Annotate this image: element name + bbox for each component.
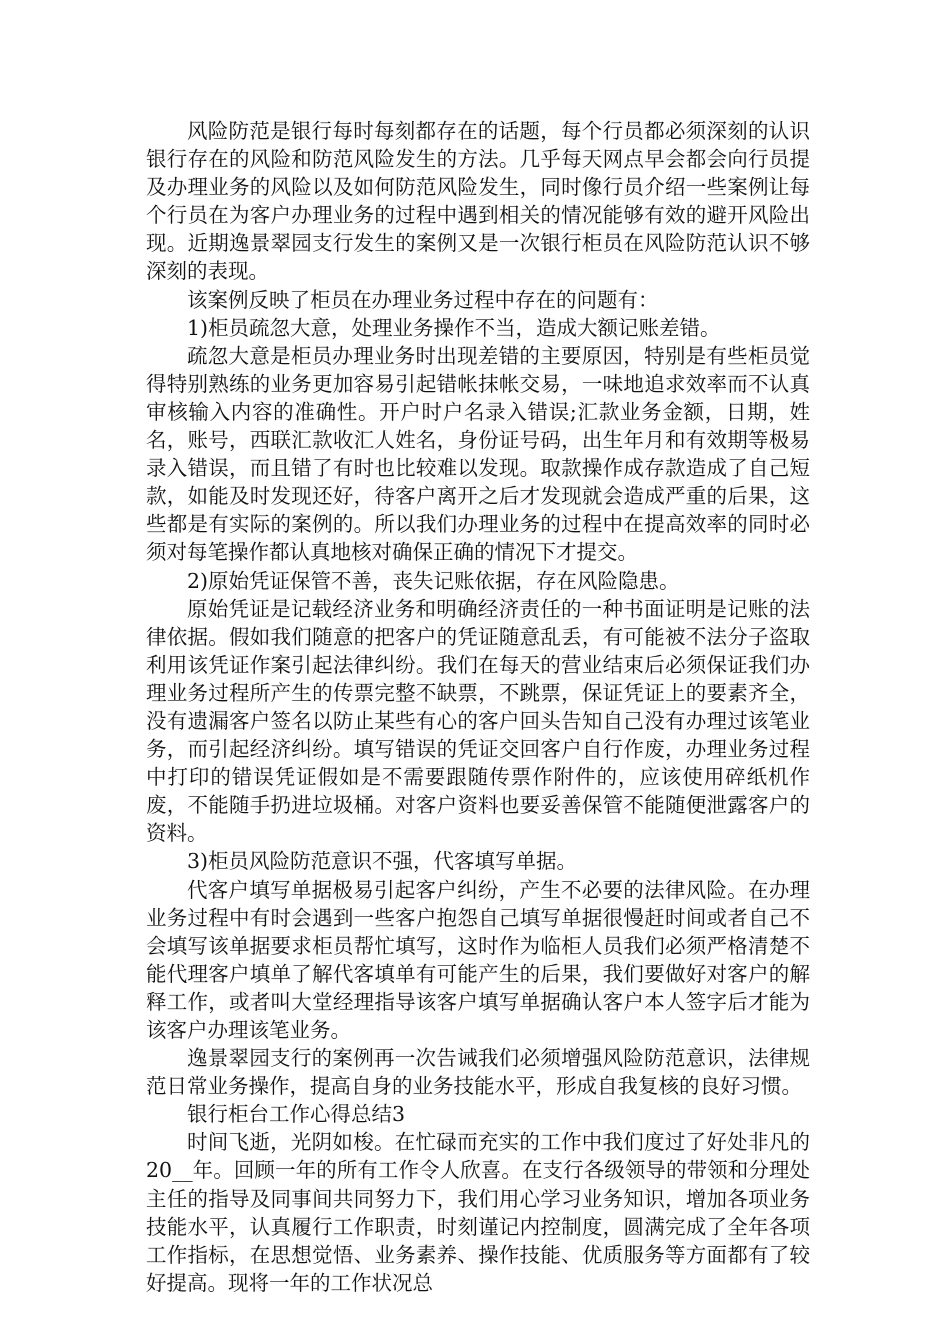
paragraph-item-3-body: 代客户填写单据极易引起客户纠纷，产生不必要的法律风险。在办理业务过程中有时会遇到一些客户抱怨自己填写单据很慢赶时间或者自己不会填写该单据要求柜员帮忙填写，这时作为临柜人员我们必须严格清楚不能代理客户填单了解代客填单有可能产生的后果，我们要做好对客户的解释工作，或者叫大堂经理指导该客户填写单据确认客户本人签字后才能为该客户办理该笔业务。 [146,877,810,1042]
paragraph-problems-lead: 该案例反映了柜员在办理业务过程中存在的问题有： [187,287,659,312]
paragraph-item-3-heading: 3)柜员风险防范意识不强，代客填写单据。 [187,849,578,874]
paragraph-item-2-body: 原始凭证是记载经济业务和明确经济责任的一种书面证明是记账的法律依据。假如我们随意的把客户的凭证随意乱丢，有可能被不法分子盗取利用该凭证作案引起法律纠纷。我们在每天的营业结束后必须保证我们办理业务过程所产生的传票完整不缺票，不跳票，保证凭证上的要素齐全，没有遗漏客户签名以防止某些有心的客户回头告知自己没有办理过该笔业务，而引起经济纠纷。填写错误的凭证交回客户自行作废，办理业务过程中打印的错误凭证假如是不需要跟随传票作附件的，应该使用碎纸机作废，不能随手扔进垃圾桶。对客户资料也要妥善保管不能随便泄露客户的资料。 [146,596,810,846]
document-body [146,117,810,1297]
section-heading: 银行柜台工作心得总结3 [187,1102,406,1127]
paragraph-item-1-body: 疏忽大意是柜员办理业务时出现差错的主要原因，特别是有些柜员觉得特别熟练的业务更加容易引起错帐抹帐交易，一味地追求效率而不认真审核输入内容的准确性。开户时户名录入错误;汇款业务金额，日期，姓名，账号，西联汇款收汇人姓名，身份证号码，出生年月和有效期等极易录入错误，而且错了有时也比较难以发现。取款操作成存款造成了自己短款，如能及时发现还好，待客户离开之后才发现就会造成严重的后果，这些都是有实际的案例的。所以我们办理业务的过程中在提高效率的同时必须对每笔操作都认真地核对确保正确的情况下才提交。 [146,343,810,565]
paragraph-conclusion: 逸景翠园支行的案例再一次告诫我们必须增强风险防范意识，法律规范日常业务操作，提高自身的业务技能水平，形成自我复核的良好习惯。 [146,1046,810,1099]
paragraph-intro: 风险防范是银行每时每刻都存在的话题，每个行员都必须深刻的认识银行存在的风险和防范风险发生的方法。几乎每天网点早会都会向行员提及办理业务的风险以及如何防范风险发生，同时像行员介绍一些案例让每个行员在为客户办理业务的过程中遇到相关的情况能够有效的避开风险出现。近期逸景翠园支行发生的案例又是一次银行柜员在风险防范认识不够深刻的表现。 [146,119,810,284]
paragraph-item-1-heading: 1)柜员疏忽大意，处理业务操作不当，造成大额记账差错。 [187,315,721,340]
paragraph-item-2-heading: 2)原始凭证保管不善，丧失记账依据，存在风险隐患。 [187,568,680,593]
paragraph-summary: 时间飞逝，光阴如梭。在忙碌而充实的工作中我们度过了好处非凡的20__年。回顾一年的所有工作令人欣喜。在支行各级领导的带领和分理处主任的指导及同事间共同努力下，我们用心学习业务知识，增加各项业务技能水平，认真履行工作职责，时刻谨记内控制度，圆满完成了全年各项工作指标，在思想觉悟、业务素养、操作技能、优质服务等方面都有了较好提高。现将一年的工作状况总 [146,1130,810,1295]
